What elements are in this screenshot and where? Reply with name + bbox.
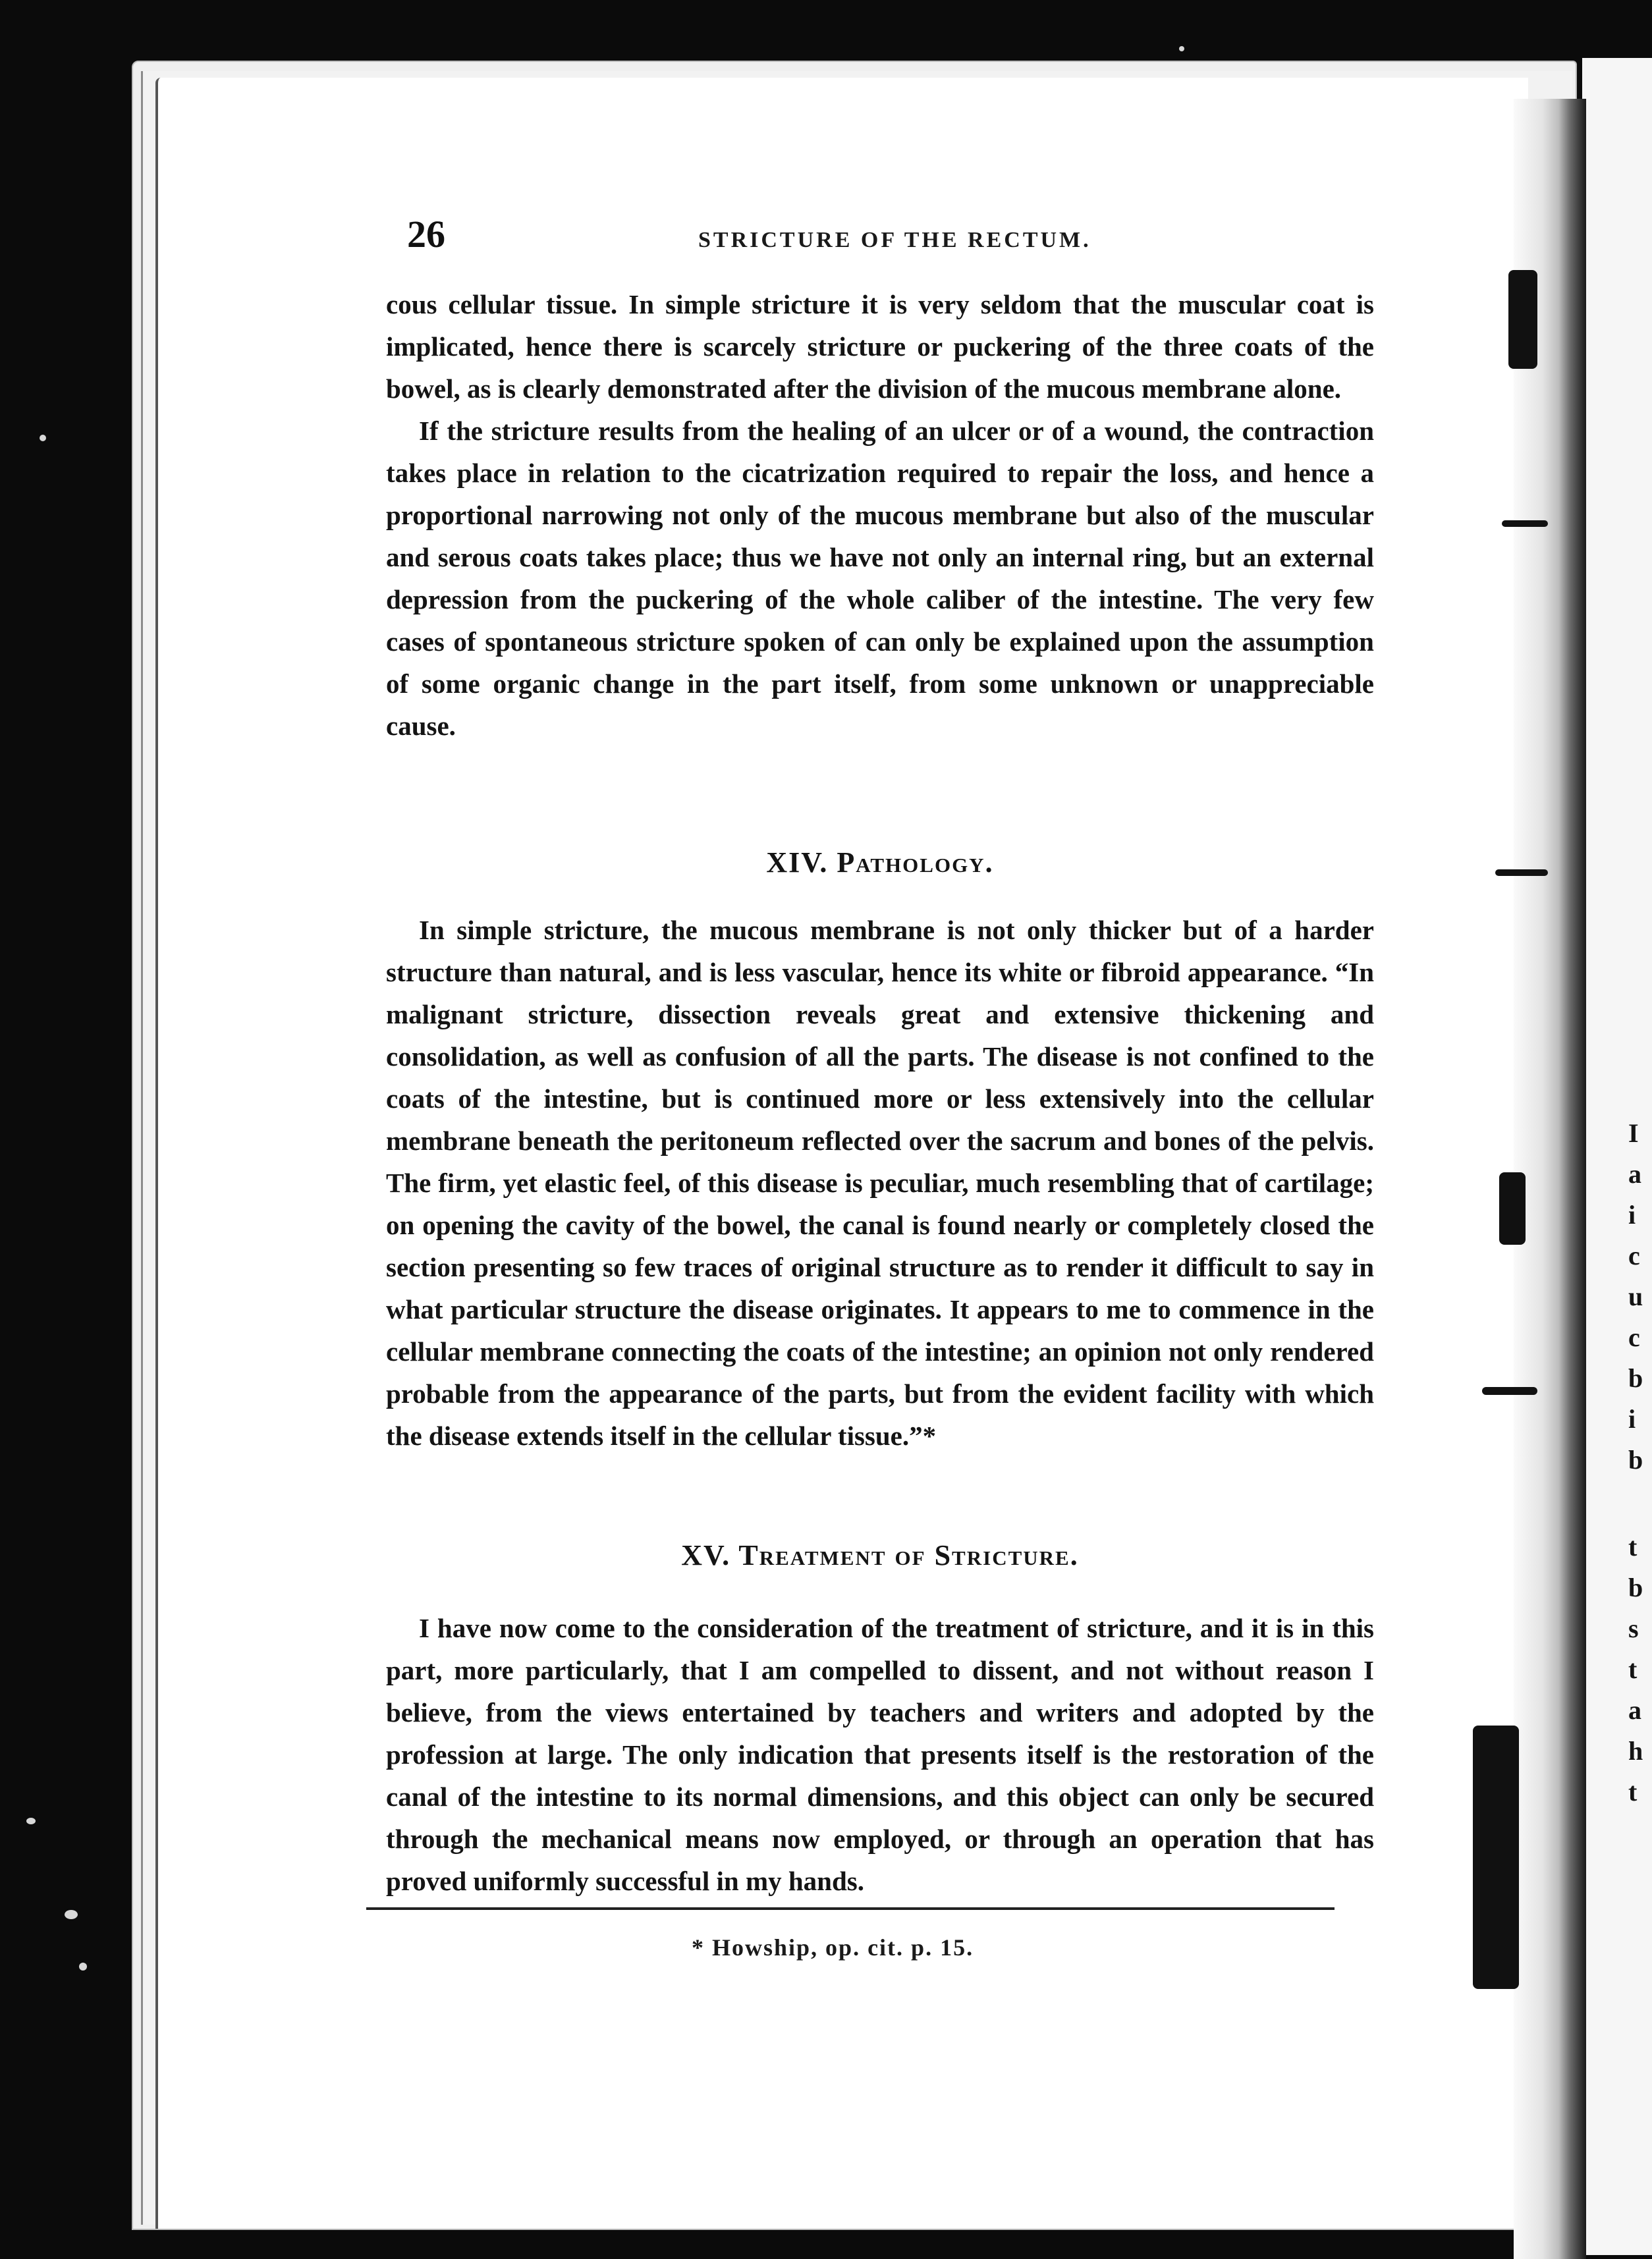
facing-char: b: [1628, 1445, 1643, 1475]
body-block-2: [386, 909, 1374, 1457]
facing-char: i: [1628, 1404, 1636, 1434]
running-head: STRICTURE OF THE RECTUM.: [698, 228, 1091, 252]
facing-char: t: [1628, 1654, 1638, 1684]
section-heading: XIV. Pathology.: [766, 846, 994, 879]
paragraph: I have now come to the consideration of the treatment of stricture, and it is in this part, more particularly, that I am compelled to dissent, and not without reason I believe, from the views entertained by teachers and writers and adopted by the profession at large. The only indication that presents itself is the restoration of the canal of the intestine to its normal dimensions, and this object can only be secured through the mechanical means now employed, or through an operation that has proved uniformly successful in my hands.: [386, 1613, 1374, 1896]
binding-mark: [1499, 1172, 1526, 1245]
facing-char: h: [1628, 1736, 1643, 1766]
paragraph: In simple stricture, the mucous membrane is not only thicker but of a harder structure than natural, and is less vascular, hence its white or fibroid appearance. “In malignant stricture, dissection reveals great and extensive thickening and consolidation, as well as confusion of all the parts. The disease is not confined to the coats of the intestine, but is continued more or less extensively into the cellular membrane beneath the peritoneum reflected over the sacrum and bones of the pelvis. The firm, yet elastic feel, of this disease is peculiar, much resembling that of cartilage; on opening the cavity of the bowel, the canal is found nearly or completely closed the section presenting so few traces of original structure as to render it difficult to say in what particular structure the disease originates. It appears to me to commence in the cellular membrane connecting the coats of the intestine; an opinion not only rendered probable from the appearance of the parts, but from the evident facility with which the disease extends itself in the cellular tissue.”*: [386, 915, 1374, 1451]
facing-char: b: [1628, 1363, 1643, 1393]
facing-char: u: [1628, 1282, 1643, 1311]
scan-speck: [65, 1910, 78, 1919]
facing-char: I: [1628, 1118, 1639, 1148]
scan-speck: [1179, 46, 1184, 51]
binding-mark: [1473, 1726, 1519, 1989]
binding-mark: [1508, 270, 1537, 369]
footnote-rule: [366, 1907, 1335, 1910]
facing-char: t: [1628, 1532, 1638, 1562]
facing-page-text: [1628, 1113, 1652, 1812]
binding-mark: [1482, 1387, 1537, 1395]
facing-char: i: [1628, 1200, 1636, 1230]
facing-char: b: [1628, 1573, 1643, 1602]
binding-mark: [1502, 520, 1548, 527]
footnote: * Howship, op. cit. p. 15.: [692, 1934, 974, 1961]
binding-mark: [1495, 869, 1548, 876]
paragraph: If the stricture results from the healing of an ulcer or of a wound, the contraction takes place in relation to the cicatrization required to repair the loss, and hence a proportional narrowing not only of the mucous membrane but also of the muscular and serous coats takes place; thus we have not only an internal ring, but an external depression from the puckering of the whole caliber of the intestine. The very few cases of spontaneous stricture spoken of can only be explained upon the assumption of some organic change in the part itself, from some unknown or unappreciable cause.: [386, 416, 1374, 741]
paragraph: cous cellular tissue. In simple stricture it is very seldom that the muscular coat is implicated, hence there is scarcely stricture or puckering of the three coats of the bowel, as is clearly demonstrated after the division of the mucous membrane alone.: [386, 289, 1374, 404]
page-number: 26: [407, 213, 445, 256]
scan-speck: [79, 1963, 87, 1971]
facing-char: a: [1628, 1159, 1641, 1189]
facing-char: c: [1628, 1241, 1640, 1270]
facing-char: a: [1628, 1695, 1641, 1725]
body-block-3: [386, 1607, 1374, 1902]
section-heading: XV. Treatment of Stricture.: [681, 1539, 1079, 1571]
body-block-1: [386, 283, 1374, 747]
scan-speck: [26, 1818, 36, 1824]
facing-char: t: [1628, 1777, 1638, 1807]
facing-char: s: [1628, 1614, 1639, 1643]
facing-char: c: [1628, 1322, 1640, 1352]
scan-speck: [40, 435, 46, 441]
